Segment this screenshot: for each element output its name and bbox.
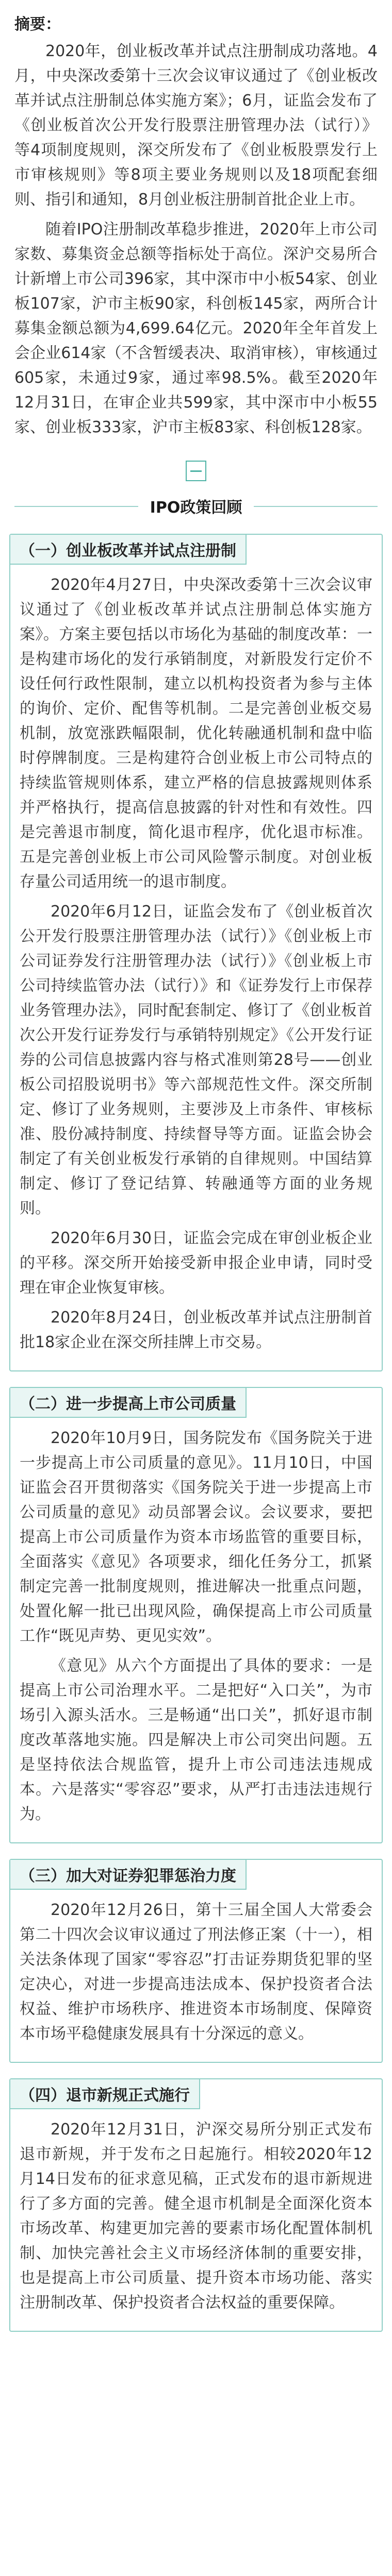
divider-icon (186, 461, 206, 481)
policy-card (9, 534, 383, 1371)
policy-card (9, 1859, 383, 2063)
card-heading: （一）创业板改革并试点注册制 (10, 535, 247, 565)
policy-card (9, 2078, 383, 2332)
abstract-paragraph: 2020年，创业板改革并试点注册制成功落地。4月，中央深改委第十三次会议审议通过了《创业板改革并试点注册制总体实施方案》；6月，证监会发布了《创业板首次公开发行股票注册管理办法（试行）》等4项制度规则，深交所发布了《创业板股票发行上市审核规则》等8项主要业务规则以及18项配套细则、指引和通知，8月创业板注册制首批企业上市。 (14, 42, 378, 209)
card-paragraph: 2020年4月27日，中央深改委第十三次会议审议通过了《创业板改革并试点注册制总体实施方案》。方案主要包括以市场化为基础的制度改革：一是构建市场化的发行承销制度，对新股发行定价不设任何行政性限制，建立以机构投资者为参与主体的询价、定价、配售等机制。二是完善创业板交易机制，放宽涨跌幅限制，优化转融通机制和盘中临时停牌制度。三是构建符合创业板上市公司特点的持续监管规则体系，建立严格的信息披露规则体系并严格执行，提高信息披露的针对性和有效性。四是完善退市制度，简化退市程序，优化退市标准。五是完善创业板上市公司风险警示制度。对创业板存量公司适用统一的退市制度。 (20, 576, 372, 891)
card-heading: （四）退市新规正式施行 (10, 2079, 200, 2109)
card-paragraph: 2020年12月31日，沪深交易所分别正式发布退市新规，并于发布之日起施行。相较2020年12月14日发布的征求意见稿，正式发布的退市新规进行了多方面的完善。健全退市机制是全面深化资本市场改革、构建更加完善的要素市场化配置体制机制、加快完善社会主义市场经济体制的重要安排，也是提高上市公司质量、提升资本市场功能、落实注册制改革、保护投资者合法权益的重要保障。 (20, 2121, 372, 2312)
section-title: IPO政策回顾 (143, 495, 250, 517)
card-paragraph: 2020年10月9日，国务院发布《国务院关于进一步提高上市公司质量的意见》。11月10日，中国证监会召开贯彻落实《国务院关于进一步提高上市公司质量的意见》动员部署会议。会议要求，要把提高上市公司质量作为资本市场监管的重要目标，全面落实《意见》各项要求，细化任务分工，抓紧制定完善一批制度规则，推进解决一批重点问题，处置化解一批已出现风险，确保提高上市公司质量工作“既见声势、更见实效”。 (20, 1429, 372, 1645)
card-heading: （三）加大对证券犯罪惩治力度 (10, 1860, 247, 1890)
card-paragraph: 2020年6月12日，证监会发布了《创业板首次公开发行股票注册管理办法（试行）》《创业板上市公司证券发行注册管理办法（试行）》《创业板上市公司持续监管办法（试行）》和《证券发行上市保荐业务管理办法》，同时配套制定、修订了《创业板首次公开发行证券发行与承销特别规定》《公开发行证券的公司信息披露内容与格式准则第28号——创业板公司招股说明书》等六部规范性文件。深交所制定、修订了业务规则，主要涉及上市条件、审核标准、股份减持制度、持续督导等方面。证监会协会制定了有关创业板发行承销的自律规则。中国结算制定、修订了登记结算、转融通等方面的业务规则。 (20, 903, 372, 1217)
card-paragraph: 2020年6月30日，证监会完成在审创业板企业的平移。深交所开始接受新申报企业申请，同时受理在审企业恢复审核。 (20, 1229, 372, 1297)
abstract-section (0, 11, 392, 440)
card-paragraph: 2020年12月26日，第十三届全国人大常委会第二十四次会议审议通过了刑法修正案（十一），相关法条体现了国家“零容忍”打击证券期货犯罪的坚定决心，对进一步提高违法成本、保护投资者合法权益、维护市场秩序、推进资本市场制度、保障资本市场平稳健康发展具有十分深远的意义。 (20, 1901, 372, 2043)
article-page (0, 11, 392, 2368)
policy-card (9, 1387, 383, 1843)
abstract-paragraph: 随着IPO注册制改革稳步推进，2020年上市公司家数、募集资金总额等指标处于高位。深沪交易所合计新增上市公司396家，其中深市中小板54家、创业板107家，沪市主板90家，科创板145家，两所合计募集金额总额为4,699.64亿元。2020年全年首发上会企业614家（不含暂缓表决、取消审核），审核通过605家，未通过9家，通过率98.5%。截至2020年12月31日，在审企业共599家，其中深市中小板55家、创业板333家，沪市主板83家、科创板128家。 (14, 221, 378, 436)
section-banner (14, 494, 378, 518)
card-paragraph: 2020年8月24日，创业板改革并试点注册制首批18家企业在深交所挂牌上市交易。 (20, 1309, 372, 1351)
card-heading: （二）进一步提高上市公司质量 (10, 1388, 247, 1418)
abstract-label: 摘要： (14, 15, 61, 33)
card-paragraph: 《意见》从六个方面提出了具体的要求：一是提高上市公司治理水平。二是把好“入口关”，为市场引入源头活水。三是畅通“出口关”，抓好退市制度改革落地实施。四是解决上市公司突出问题。五是坚持依法合规监管，提升上市公司违法违规成本。六是落实“零容忍”要求，从严打击违法违规行为。 (20, 1657, 372, 1823)
